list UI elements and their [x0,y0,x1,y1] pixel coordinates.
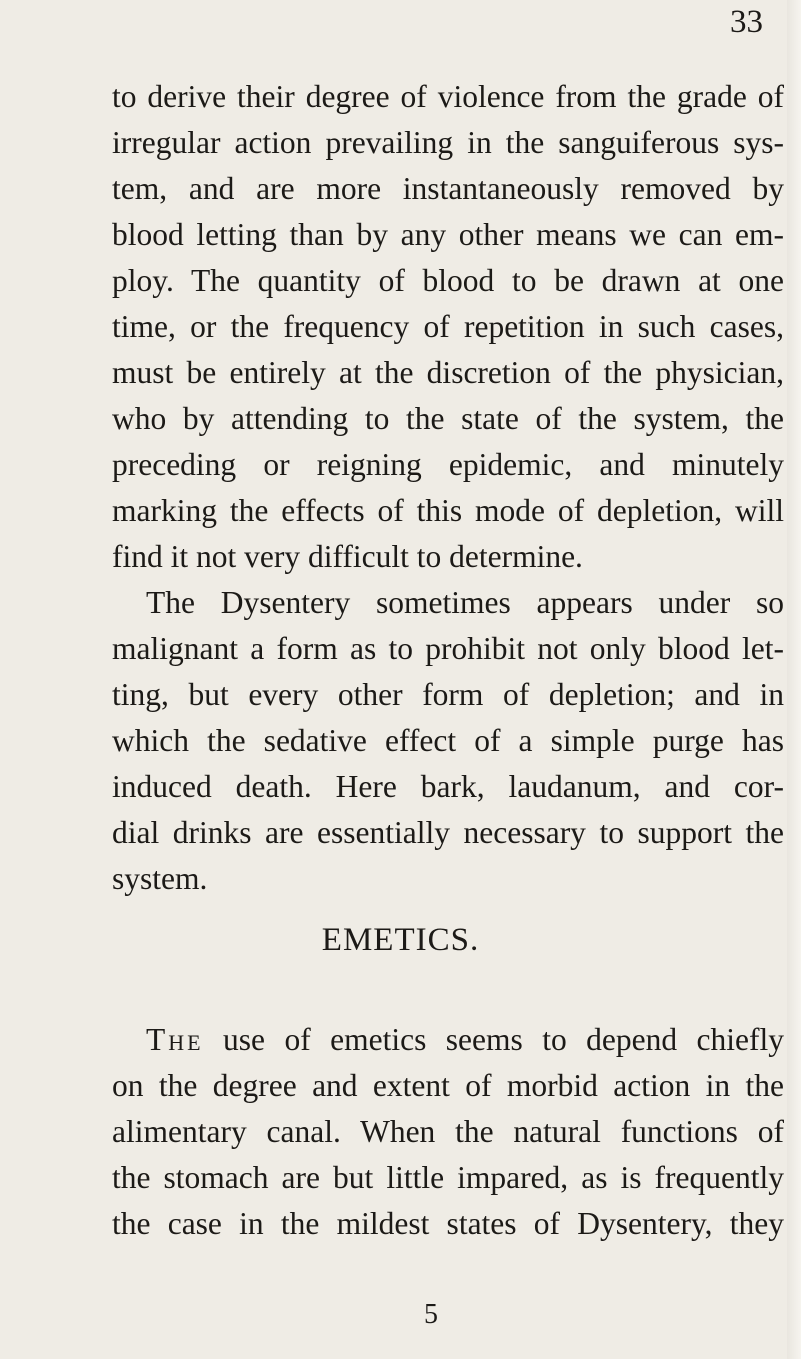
page-edge [787,0,801,1359]
text-line: alimentary canal. When the natural functions of [112,1114,784,1149]
text-line: on the degree and extent of morbid action in the [112,1068,784,1103]
text-line: induced death. Here bark, laudanum, and cor- [112,769,784,804]
text-line-rest: use of emetics seems to depend chiefly [203,1022,784,1057]
text-line [146,1017,784,1063]
text-line: irregular action prevailing in the sanguiferous sys- [112,125,784,160]
section-heading: EMETICS. [321,922,480,958]
text-line: ting, but every other form of depletion; and in [112,677,784,712]
text-line: time, or the frequency of repetition in such cases, [112,309,784,344]
page-number: 33 [730,4,763,40]
lead-word: The [146,1022,204,1057]
text-line: who by attending to the state of the system, the [112,401,784,436]
text-line: system. [112,861,208,896]
text-line: find it not very difficult to determine. [112,539,583,574]
text-line: must be entirely at the discretion of the physician, [112,355,784,390]
text-line: marking the effects of this mode of depletion, will [112,493,784,528]
text-line: dial drinks are essentially necessary to support the [112,815,784,850]
text-line: the stomach are but little impared, as is frequently [112,1160,784,1195]
text-line: to derive their degree of violence from the grade of [112,79,784,114]
text-line: blood letting than by any other means we can em- [112,217,784,252]
text-line: malignant a form as to prohibit not only blood let- [112,631,784,666]
text-line: The Dysentery sometimes appears under so [146,585,784,620]
text-line: which the sedative effect of a simple purge has [112,723,784,758]
text-line: the case in the mildest states of Dysentery, they [112,1206,784,1241]
text-line: preceding or reigning epidemic, and minutely [112,447,784,482]
signature-mark: 5 [424,1299,438,1330]
text-line: tem, and are more instantaneously removed by [112,171,784,206]
text-line: ploy. The quantity of blood to be drawn at one [112,263,784,298]
